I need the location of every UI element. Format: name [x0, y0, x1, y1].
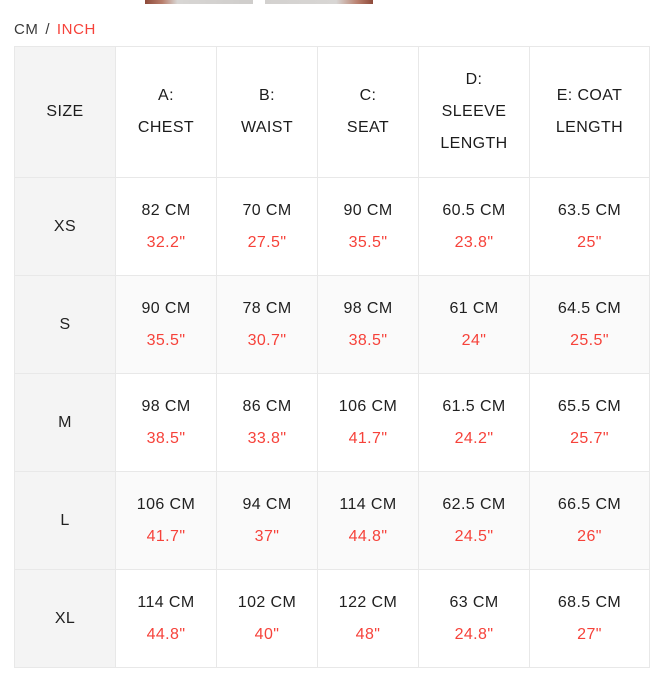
column-header-seat — [318, 47, 419, 178]
inch-value: 38.5" — [146, 429, 186, 447]
cm-value: 122 CM — [338, 593, 398, 611]
table-row — [15, 570, 650, 668]
table-cell — [419, 472, 530, 570]
inch-value: 27" — [577, 625, 602, 643]
cm-value: 102 CM — [237, 593, 297, 611]
inch-value: 24.5" — [454, 527, 494, 545]
row-size-label: L — [15, 472, 116, 570]
table-cell — [116, 570, 217, 668]
header-line: C: — [359, 87, 377, 104]
cm-value: 68.5 CM — [557, 593, 622, 611]
cm-value: 62.5 CM — [442, 495, 506, 513]
inch-value: 41.7" — [146, 527, 186, 545]
unit-cm-option[interactable]: CM — [14, 21, 39, 38]
inch-value: 32.2" — [146, 233, 186, 251]
inch-value: 27.5" — [247, 233, 287, 251]
table-cell — [116, 472, 217, 570]
table-cell — [530, 472, 650, 570]
table-cell — [318, 570, 419, 668]
inch-value: 25.5" — [570, 331, 609, 349]
table-cell — [217, 570, 318, 668]
row-size-label: XL — [15, 570, 116, 668]
cm-value: 90 CM — [343, 201, 393, 219]
size-chart-table — [14, 46, 650, 668]
header-line: SLEEVE — [441, 103, 507, 120]
unit-inch-option[interactable]: INCH — [56, 21, 96, 38]
inch-value: 48" — [355, 625, 381, 643]
table-cell — [530, 276, 650, 374]
cm-value: 90 CM — [141, 299, 191, 317]
cm-value: 106 CM — [136, 495, 196, 513]
table-cell — [116, 276, 217, 374]
table-cell — [419, 374, 530, 472]
cm-value: 60.5 CM — [442, 201, 506, 219]
table-row — [15, 472, 650, 570]
cm-value: 78 CM — [242, 299, 292, 317]
cm-value: 63.5 CM — [557, 201, 622, 219]
cm-value: 65.5 CM — [557, 397, 622, 415]
column-header-sleeve-length — [419, 47, 530, 178]
inch-value: 41.7" — [348, 429, 388, 447]
column-header-size — [15, 47, 116, 178]
header-line: LENGTH — [440, 135, 508, 152]
unit-separator: / — [45, 21, 51, 38]
cm-value: 66.5 CM — [557, 495, 622, 513]
row-size-label: M — [15, 374, 116, 472]
row-size-label: S — [15, 276, 116, 374]
product-photo-fragment-left — [145, 0, 253, 4]
column-header-waist — [217, 47, 318, 178]
product-photo-fragment-right — [265, 0, 373, 4]
cm-value: 106 CM — [338, 397, 398, 415]
cm-value: 86 CM — [242, 397, 292, 415]
table-cell — [530, 570, 650, 668]
inch-value: 44.8" — [146, 625, 186, 643]
cm-value: 114 CM — [339, 495, 397, 513]
column-header-chest — [116, 47, 217, 178]
inch-value: 26" — [577, 527, 602, 545]
unit-toggle — [14, 21, 96, 38]
inch-value: 25.7" — [570, 429, 609, 447]
table-cell — [318, 472, 419, 570]
table-cell — [530, 178, 650, 276]
inch-value: 35.5" — [146, 331, 186, 349]
inch-value: 35.5" — [348, 233, 388, 251]
inch-value: 24.8" — [454, 625, 494, 643]
table-cell — [318, 178, 419, 276]
cm-value: 70 CM — [242, 201, 292, 219]
inch-value: 44.8" — [348, 527, 388, 545]
cm-value: 61.5 CM — [442, 397, 506, 415]
header-row — [15, 47, 650, 178]
table-cell — [217, 276, 318, 374]
table-cell — [217, 472, 318, 570]
header-line: B: — [259, 87, 275, 104]
cm-value: 98 CM — [343, 299, 393, 317]
inch-value: 33.8" — [247, 429, 287, 447]
table-cell — [419, 178, 530, 276]
table-cell — [217, 178, 318, 276]
cm-value: 61 CM — [449, 299, 499, 317]
table-cell — [116, 374, 217, 472]
cm-value: 82 CM — [141, 201, 191, 219]
table-row — [15, 276, 650, 374]
header-line: LENGTH — [555, 119, 624, 136]
table-cell — [419, 276, 530, 374]
cm-value: 94 CM — [242, 495, 292, 513]
header-line: WAIST — [240, 119, 294, 136]
cm-value: 64.5 CM — [557, 299, 622, 317]
header-line: SIZE — [46, 103, 84, 120]
table-row — [15, 374, 650, 472]
inch-value: 24.2" — [454, 429, 494, 447]
inch-value: 30.7" — [247, 331, 287, 349]
header-line: E: COAT — [556, 87, 623, 104]
header-line: CHEST — [137, 119, 195, 136]
inch-value: 40" — [254, 625, 280, 643]
inch-value: 23.8" — [454, 233, 494, 251]
row-size-label: XS — [15, 178, 116, 276]
inch-value: 37" — [254, 527, 280, 545]
table-cell — [217, 374, 318, 472]
table-cell — [318, 374, 419, 472]
header-line: SEAT — [346, 119, 390, 136]
table-cell — [530, 374, 650, 472]
header-line: D: — [465, 71, 483, 88]
cm-value: 114 CM — [137, 593, 195, 611]
cm-value: 98 CM — [141, 397, 191, 415]
inch-value: 25" — [577, 233, 602, 251]
inch-value: 38.5" — [348, 331, 388, 349]
header-line: A: — [158, 87, 174, 104]
table-cell — [318, 276, 419, 374]
table-cell — [419, 570, 530, 668]
table-row — [15, 178, 650, 276]
inch-value: 24" — [461, 331, 487, 349]
cm-value: 63 CM — [449, 593, 499, 611]
column-header-coat-length — [530, 47, 650, 178]
table-cell — [116, 178, 217, 276]
